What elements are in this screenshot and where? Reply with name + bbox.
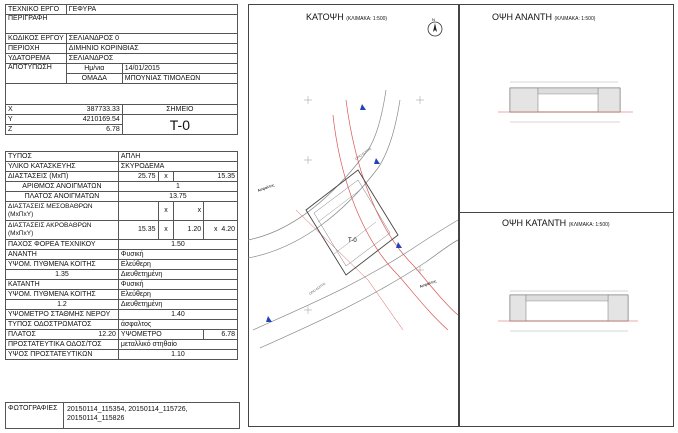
spec-label: ΔΙΑΣΤΑΣΕΙΣ ΑΚΡΟΒΑΘΡΩΝ (ΜxΠxΥ) [6,221,119,240]
upstream-title [492,12,595,22]
spec-label: ΚΑΤΑΝΤΗ [6,280,119,290]
spec-value: 12.20 [98,330,116,338]
spec-value: 1 [118,182,237,192]
apotyposi-label: ΑΠΟΤΥΠΩΣΗ [6,64,67,84]
abutment [598,88,620,112]
spec-value: μεταλλικό στηθαίο [118,340,237,350]
info-value: ΣΕΛΙΑΝΔΡΟΣ [66,54,237,64]
stream-label: ΟΡΙΟ ΚΟΙΤΗΣ [308,281,327,296]
y-value: 4210169.54 [66,115,122,125]
info-table [5,4,238,135]
downstream-scale: (ΚΛΙΜΑΚΑ: 1:500) [568,222,610,228]
upstream-scale: (ΚΛΙΜΑΚΑ: 1:500) [554,16,596,22]
flow-marker-icon [266,316,272,322]
spec-label: ΑΡΙΘΜΟΣ ΑΝΟΙΓΜΑΤΩΝ [6,182,119,192]
flow-marker-icon [360,104,366,110]
spec-label: ΤΥΠΟΣ [6,152,119,162]
z-label: Z [6,125,67,135]
plan-title [306,12,387,22]
abutment [510,88,538,112]
specs-table [5,151,238,360]
downstream-title-text: ΟΨΗ ΚΑΤΑΝΤΗ [502,218,567,228]
info-value: ΓΕΦΥΡΑ [66,5,237,15]
deck [526,295,608,301]
spec-value [204,221,238,240]
point-label: ΣΗΜΕΙΟ [122,105,237,115]
spec-label: ΥΨΟΜΕΤΡΟ [118,330,203,340]
stream-label: ΟΡΙΟ ΚΟΙΤΗΣ [354,146,373,161]
road-label: Ασφαλτος [418,278,437,289]
spec-value: 15.35 [118,221,158,240]
spec-value: 6.78 [204,330,238,340]
x-value: 387733.33 [66,105,122,115]
deck [538,88,598,94]
spec-value: 1.40 [118,310,237,320]
info-label: ΠΕΡΙΓΡΑΦΗ [6,15,238,34]
spec-label-text: ΠΛΑΤΟΣ [8,330,36,338]
spec-value [204,202,238,221]
abutment [510,295,526,321]
upstream-elevation [458,30,672,210]
spec-label: ΥΨΟΜΕΤΡΟ ΣΤΑΘΜΗΣ ΝΕΡΟΥ [6,310,119,320]
survey-crosses [304,96,424,314]
spec-label: ΥΨΟΜ. ΠΥΘΜΕΝΑ ΚΟΙΤΗΣ [6,260,119,270]
spec-sep: x [174,202,204,221]
plan-point-label: T-0 [348,238,357,244]
date-value: 14/01/2015 [122,64,237,74]
spec-value: Φυσική [118,250,237,260]
spec-label: ΔΙΑΣΤΑΣΕΙΣ (ΜxΠ) [6,172,119,182]
spec-sep: x [158,202,174,221]
spec-value: 1.10 [118,350,237,360]
spec-label [6,330,119,340]
plan-scale: (ΚΛΙΜΑΚΑ: 1:500) [346,16,388,22]
spec-label: ΥΛΙΚΟ ΚΑΤΑΣΚΕΥΗΣ [6,162,119,172]
spec-label: ΥΨΟΣ ΠΡΟΣΤΑΤΕΥΤΙΚΩΝ [6,350,119,360]
spec-value: Διευθετημένη [118,300,237,310]
north-label: N [432,17,435,22]
spec-value: 1.35 [6,270,119,280]
spec-label: ΑΝΑΝΤΗ [6,250,119,260]
upstream-title-text: ΟΨΗ ΑΝΑΝΤΗ [492,12,553,22]
road-label: Ασφαλτος [256,182,275,193]
spec-value: Διευθετημένη [118,270,237,280]
spec-value: ΣΚΥΡΟΔΕΜΑ [118,162,237,172]
z-value: 6.78 [66,125,122,135]
spec-value: 25.75 [118,172,158,182]
spec-value: Ελεύθερη [118,260,237,270]
spec-value: Φυσική [118,280,237,290]
spec-label: ΠΛΑΤΟΣ ΑΝΟΙΓΜΑΤΩΝ [6,192,119,202]
spec-value: Ελεύθερη [118,290,237,300]
info-value: ΔΙΜΗΝΙΟ ΚΟΡΙΝΘΙΑΣ [66,44,237,54]
flow-marker-icon [396,242,402,248]
point-value: T-0 [122,115,237,135]
spec-value: 1.20 [174,221,204,240]
spec-sep: x [158,221,174,240]
info-label: ΥΔΑΤΟΡΕΜΑ [6,54,67,64]
spec-value: 1.2 [6,300,119,310]
spec-label: ΠΑΧΟΣ ΦΟΡΕΑ ΤΕΧΝΙΚΟΥ [6,240,119,250]
info-label: ΠΕΡΙΟΧΗ [6,44,67,54]
spec-sep: x [213,226,218,233]
spec-label: ΤΥΠΟΣ ΟΔΟΣΤΡΩΜΑΤΟΣ [6,320,119,330]
spec-value [118,202,158,221]
x-label: X [6,105,67,115]
y-label: Y [6,115,67,125]
photos-box [5,402,240,429]
plan-title-text: ΚΑΤΟΨΗ [306,12,344,22]
deck-line [318,190,360,222]
downstream-elevation [458,235,672,425]
bridge-deck-inner [314,180,390,266]
road [253,220,458,330]
team-value: ΜΠΟΥΝΙΑΣ ΤΙΜΟΛΕΩΝ [122,74,237,84]
spec-value: 13.75 [118,192,237,202]
spec-label: ΠΡΟΣΤΑΤΕΥΤΙΚΑ ΟΔΟΣ/ΤΟΣ [6,340,119,350]
stream-bank [346,100,458,315]
info-label: ΤΕΧΝΙΚΟ ΕΡΓΟ [6,5,67,15]
downstream-title [502,218,610,228]
road [248,100,400,258]
spec-value: 4.20 [221,226,235,233]
spec-value: 1.50 [118,240,237,250]
info-value: ΣΕΛΙΑΝΔΡΟΣ 0 [66,34,237,44]
spec-value: ΑΠΛΗ [118,152,237,162]
date-label: Ημ/νια [66,64,122,74]
info-label: ΚΩΔΙΚΟΣ ΕΡΓΟΥ [6,34,67,44]
spec-value: άσφαλτος [118,320,237,330]
spec-label: ΔΙΑΣΤΑΣΕΙΣ ΜΕΣΟΒΑΘΡΩΝ (ΜxΠxΥ) [6,202,119,221]
abutment [608,295,628,321]
photos-label: ΦΩΤΟΓΡΑΦΙΕΣ [6,403,64,428]
elevation-divider [458,212,673,213]
team-label: ΟΜΑΔΑ [66,74,122,84]
spec-sep: x [158,172,174,182]
spec-label: ΥΨΟΜ. ΠΥΘΜΕΝΑ ΚΟΙΤΗΣ [6,290,119,300]
flow-marker-icon [374,158,380,164]
photos-value: 20150114_115354, 20150114_115726, 20150114_115826 [67,406,188,422]
spec-value: 15.35 [174,172,238,182]
info-spacer [6,84,238,105]
